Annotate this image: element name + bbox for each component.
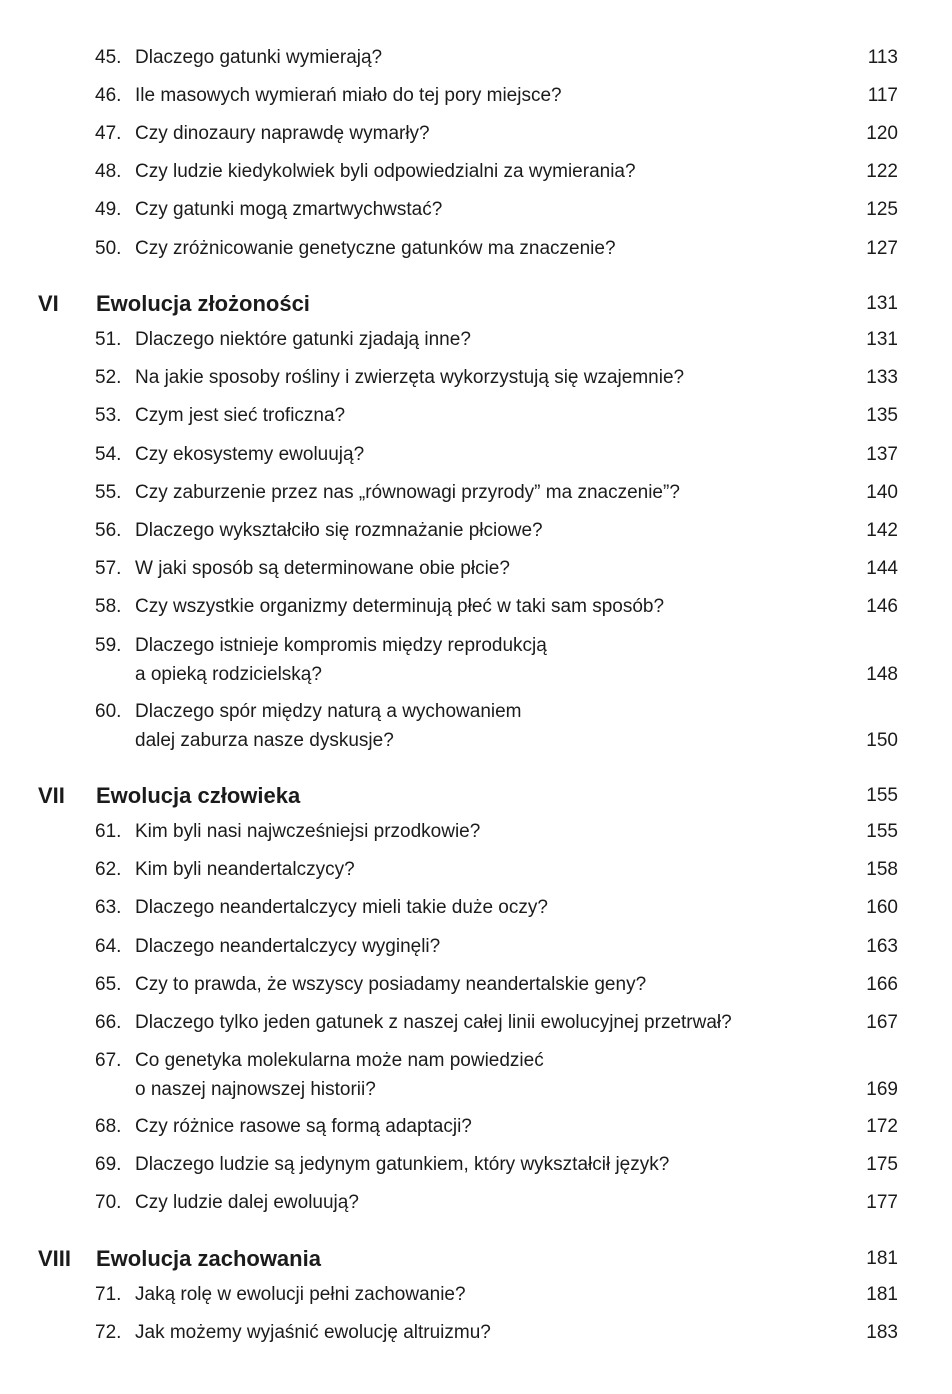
chapter-number: VI [38, 291, 59, 316]
page-number: 135 [866, 405, 898, 426]
entry-title-continuation: o naszej najnowszej historii? [135, 1079, 380, 1100]
entry-number: 65. [95, 974, 122, 995]
entry-title: Dlaczego spór między naturą a wychowaniem [135, 701, 526, 722]
chapter-title-leader [96, 1244, 827, 1274]
entry-title: Co genetyka molekularna może nam powiedzieć [135, 1050, 548, 1071]
toc-entry[interactable] [0, 893, 952, 923]
entry-title: Czy ludzie kiedykolwiek byli odpowiedzialni za wymierania? [135, 161, 640, 182]
page-number: 144 [866, 558, 898, 579]
toc-entry[interactable] [0, 697, 952, 727]
page-number: 177 [866, 1192, 898, 1213]
entry-title: Dlaczego neandertalczycy mieli takie duże oczy? [135, 897, 552, 918]
toc-entry[interactable] [0, 440, 952, 470]
entry-number: 54. [95, 444, 122, 465]
toc-entry[interactable] [0, 855, 952, 885]
toc-entry-continuation[interactable] [0, 726, 952, 756]
entry-title-leader [135, 81, 827, 111]
entry-title: Czy wszystkie organizmy determinują płeć w taki sam sposób? [135, 596, 668, 617]
chapter-number: VIII [38, 1246, 72, 1271]
entry-number: 71. [95, 1284, 122, 1305]
toc-entry[interactable] [0, 1112, 952, 1142]
entry-title-leader [135, 1150, 827, 1180]
entry-title: Czym jest sieć troficzna? [135, 405, 349, 426]
entry-number: 45. [95, 47, 122, 68]
toc-entry[interactable] [0, 81, 952, 111]
toc-entry-continuation[interactable] [0, 660, 952, 690]
toc-entry[interactable] [0, 1150, 952, 1180]
toc-entry[interactable] [0, 325, 952, 355]
page-number: 148 [866, 664, 898, 685]
page-number: 131 [866, 293, 898, 314]
entry-title: W jaki sposób są determinowane obie płcie? [135, 558, 514, 579]
toc-entry[interactable] [0, 817, 952, 847]
chapter-title: Ewolucja człowieka [96, 783, 304, 808]
entry-title-line1 [135, 631, 827, 661]
page-number: 146 [866, 596, 898, 617]
entry-title: Na jakie sposoby rośliny i zwierzęta wykorzystują się wzajemnie? [135, 367, 688, 388]
entry-title: Jaką rolę w ewolucji pełni zachowanie? [135, 1284, 470, 1305]
page-number: 120 [866, 123, 898, 144]
entry-title-leader [135, 1280, 827, 1310]
page-number: 183 [866, 1322, 898, 1343]
entry-number: 52. [95, 367, 122, 388]
entry-number: 63. [95, 897, 122, 918]
entry-number: 61. [95, 821, 122, 842]
entry-number: 69. [95, 1154, 122, 1175]
entry-title: Dlaczego neandertalczycy wyginęli? [135, 936, 444, 957]
page-number: 142 [866, 520, 898, 541]
toc-entry[interactable] [0, 516, 952, 546]
toc-entry[interactable] [0, 401, 952, 431]
entry-title: Dlaczego niektóre gatunki zjadają inne? [135, 329, 475, 350]
toc-entry[interactable] [0, 1280, 952, 1310]
toc-entry[interactable] [0, 157, 952, 187]
page-number: 122 [866, 161, 898, 182]
entry-number: 70. [95, 1192, 122, 1213]
toc-entry[interactable] [0, 970, 952, 1000]
entry-title-leader [135, 234, 827, 264]
page-number: 155 [866, 785, 898, 806]
entry-title: Kim byli nasi najwcześniejsi przodkowie? [135, 821, 484, 842]
entry-title-leader [135, 119, 827, 149]
entry-title: Dlaczego gatunki wymierają? [135, 47, 386, 68]
entry-title-line2 [135, 660, 827, 690]
toc-entry[interactable] [0, 1318, 952, 1348]
toc-entry[interactable] [0, 1046, 952, 1076]
entry-title: Dlaczego wykształciło się rozmnażanie płciowe? [135, 520, 547, 541]
toc-entry[interactable] [0, 592, 952, 622]
entry-title-leader [135, 157, 827, 187]
page-number: 169 [866, 1079, 898, 1100]
entry-number: 51. [95, 329, 122, 350]
entry-title-leader [135, 478, 827, 508]
toc-entry[interactable] [0, 631, 952, 661]
page-number: 131 [866, 329, 898, 350]
page-number: 133 [866, 367, 898, 388]
entry-number: 53. [95, 405, 122, 426]
entry-title-leader [135, 1008, 827, 1038]
entry-number: 56. [95, 520, 122, 541]
entry-title: Czy różnice rasowe są formą adaptacji? [135, 1116, 476, 1137]
toc-entry-continuation[interactable] [0, 1075, 952, 1105]
entry-title: Czy to prawda, że wszyscy posiadamy neandertalskie geny? [135, 974, 650, 995]
entry-number: 50. [95, 238, 122, 259]
entry-title-leader [135, 401, 827, 431]
chapter-heading[interactable] [0, 289, 952, 319]
page-number: 163 [866, 936, 898, 957]
chapter-number: VII [38, 783, 65, 808]
entry-number: 48. [95, 161, 122, 182]
page-number: 181 [866, 1248, 898, 1269]
page-number: 167 [866, 1012, 898, 1033]
entry-title: Dlaczego tylko jeden gatunek z naszej całej linii ewolucyjnej przetrwał? [135, 1012, 736, 1033]
entry-title: Czy ludzie dalej ewoluują? [135, 1192, 363, 1213]
page-number: 137 [866, 444, 898, 465]
entry-title-leader [135, 592, 827, 622]
page-number: 117 [867, 85, 898, 106]
toc-entry[interactable] [0, 1188, 952, 1218]
entry-title-leader [135, 440, 827, 470]
toc-entry[interactable] [0, 119, 952, 149]
page-number: 172 [866, 1116, 898, 1137]
page-number: 140 [866, 482, 898, 503]
entry-number: 57. [95, 558, 122, 579]
toc-entry[interactable] [0, 932, 952, 962]
entry-title-line2 [135, 1075, 827, 1105]
entry-title: Czy gatunki mogą zmartwychwstać? [135, 199, 446, 220]
toc-entry[interactable] [0, 195, 952, 225]
page-number: 150 [866, 730, 898, 751]
entry-title: Czy dinozaury naprawdę wymarły? [135, 123, 434, 144]
page-number: 160 [866, 897, 898, 918]
toc-entry[interactable] [0, 43, 952, 73]
entry-title: Czy zróżnicowanie genetyczne gatunków ma znaczenie? [135, 238, 620, 259]
entry-title-leader [135, 932, 827, 962]
entry-title-leader [135, 1188, 827, 1218]
toc-entry[interactable] [0, 554, 952, 584]
entry-number: 68. [95, 1116, 122, 1137]
chapter-title: Ewolucja złożoności [96, 291, 314, 316]
entry-title: Kim byli neandertalczycy? [135, 859, 359, 880]
chapter-title-leader [96, 289, 827, 319]
entry-number: 55. [95, 482, 122, 503]
page-number: 181 [866, 1284, 898, 1305]
chapter-title-leader [96, 781, 827, 811]
page-number: 166 [866, 974, 898, 995]
entry-number: 72. [95, 1322, 122, 1343]
entry-title: Dlaczego istnieje kompromis między reprodukcją [135, 635, 551, 656]
page-number: 158 [866, 859, 898, 880]
entry-title-continuation: a opieką rodzicielską? [135, 664, 326, 685]
entry-number: 58. [95, 596, 122, 617]
entry-title-leader [135, 554, 827, 584]
entry-title-leader [135, 1318, 827, 1348]
entry-title-leader [135, 1112, 827, 1142]
chapter-heading[interactable] [0, 781, 952, 811]
entry-number: 66. [95, 1012, 122, 1033]
entry-title-leader [135, 970, 827, 1000]
entry-number: 62. [95, 859, 122, 880]
chapter-heading[interactable] [0, 1244, 952, 1274]
entry-title-leader [135, 817, 827, 847]
chapter-title: Ewolucja zachowania [96, 1246, 325, 1271]
page-number: 175 [866, 1154, 898, 1175]
entry-title-leader [135, 195, 827, 225]
entry-title-line1 [135, 1046, 827, 1076]
entry-title-leader [135, 855, 827, 885]
entry-title: Ile masowych wymierań miało do tej pory miejsce? [135, 85, 566, 106]
entry-title: Jak możemy wyjaśnić ewolucję altruizmu? [135, 1322, 495, 1343]
entry-title-line1 [135, 697, 827, 727]
toc-entry[interactable] [0, 363, 952, 393]
entry-title-leader [135, 893, 827, 923]
entry-number: 49. [95, 199, 122, 220]
entry-title: Dlaczego ludzie są jedynym gatunkiem, który wykształcił język? [135, 1154, 673, 1175]
entry-title-line2 [135, 726, 827, 756]
entry-title: Czy zaburzenie przez nas „równowagi przyrody” ma znaczenie”? [135, 482, 684, 503]
entry-number: 67. [95, 1050, 122, 1071]
entry-title: Czy ekosystemy ewoluują? [135, 444, 368, 465]
entry-title-leader [135, 516, 827, 546]
entry-title-continuation: dalej zaburza nasze dyskusje? [135, 730, 398, 751]
entry-number: 60. [95, 701, 122, 722]
page-number: 113 [867, 47, 898, 68]
entry-title-leader [135, 43, 827, 73]
page-number: 127 [866, 238, 898, 259]
toc-entry[interactable] [0, 478, 952, 508]
entry-title-leader [135, 363, 827, 393]
entry-number: 47. [95, 123, 122, 144]
entry-title-leader [135, 325, 827, 355]
entry-number: 59. [95, 635, 122, 656]
entry-number: 46. [95, 85, 122, 106]
entry-number: 64. [95, 936, 122, 957]
page-number: 125 [866, 199, 898, 220]
toc-entry[interactable] [0, 1008, 952, 1038]
page-number: 155 [866, 821, 898, 842]
toc-entry[interactable] [0, 234, 952, 264]
